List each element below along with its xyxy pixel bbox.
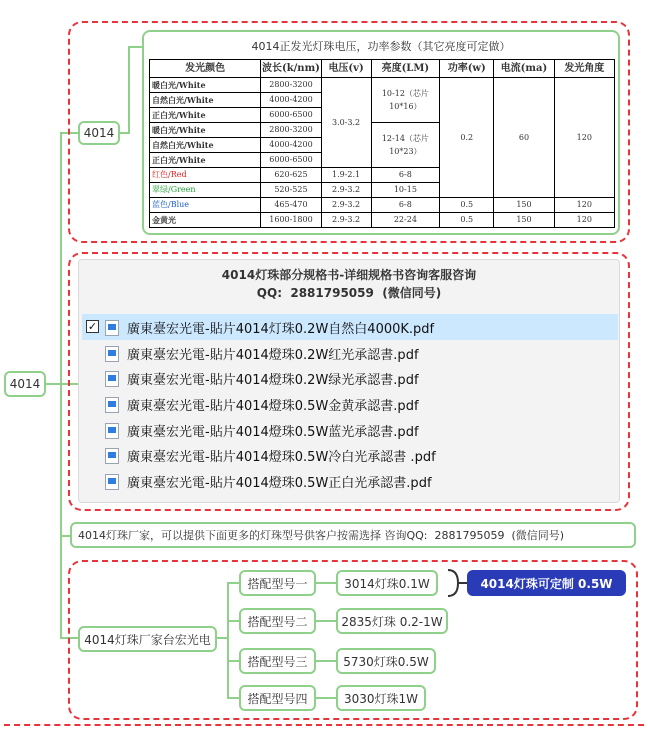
table-row: [150, 78, 615, 93]
col-header: 亮度(LM): [371, 60, 440, 78]
file-item[interactable]: [105, 443, 436, 468]
node-4014-label: 4014: [83, 126, 115, 140]
lm-cell: 22-24: [371, 213, 440, 228]
pair-label: 搭配型号一: [247, 576, 308, 591]
pair-value: 2835灯珠 0.2-1W: [341, 614, 443, 629]
merged-power-cell: 0.2: [440, 78, 494, 198]
col-header: 电流(ma): [494, 60, 554, 78]
wavelength-cell: 520-525: [261, 183, 321, 198]
pair-label-node[interactable]: [239, 648, 316, 674]
pdf-file-icon: [105, 320, 119, 336]
wavelength-cell: 620-625: [261, 168, 321, 183]
pdf-file-icon: [105, 346, 119, 362]
pair-value-node[interactable]: [336, 685, 426, 711]
lm-cell: 10-15: [371, 183, 440, 198]
voltage-cell: 2.9-3.2: [321, 198, 371, 213]
customizable-highlight-text: 4014灯珠可定制 0.5W: [480, 576, 613, 591]
node-4014[interactable]: [78, 121, 120, 145]
file-name: 廣東臺宏光電-貼片4014燈珠0.2W绿光承認書.pdf: [127, 373, 419, 388]
angle-cell: 120: [554, 213, 614, 228]
spec-header-row: [150, 60, 615, 78]
col-header: 功率(w): [440, 60, 494, 78]
file-item[interactable]: [105, 341, 419, 366]
color-cell: 自然白光/White: [150, 93, 261, 108]
pair-label-node[interactable]: [239, 608, 316, 634]
wavelength-cell: 4000-4200: [261, 93, 321, 108]
pdf-file-icon: [105, 448, 119, 464]
file-checkbox[interactable]: ✓: [87, 320, 98, 333]
file-name: 廣東臺宏光電-貼片4014燈珠0.5W冷白光承認書 .pdf: [127, 450, 436, 465]
color-cell: 自然白光/White: [150, 138, 261, 153]
merged-current-cell: 60: [494, 78, 554, 198]
pair-value: 5730灯珠0.5W: [343, 654, 429, 669]
file-name: 廣東臺宏光電-貼片4014燈珠0.2W红光承認書.pdf: [127, 348, 419, 363]
current-cell: 150: [494, 198, 554, 213]
manufacturer-note[interactable]: [70, 522, 636, 548]
col-header: 波长(k/nm): [261, 60, 321, 78]
pair-value: 3014灯珠0.1W: [344, 576, 430, 591]
color-cell: 暖白光/White: [150, 78, 261, 93]
wavelength-cell: 1600-1800: [261, 213, 321, 228]
file-item[interactable]: [105, 469, 432, 494]
file-name: 廣東臺宏光電-貼片4014燈珠0.5W金黄承認書.pdf: [127, 399, 419, 414]
col-header: 电压(v): [321, 60, 371, 78]
color-cell: 正白光/White: [150, 108, 261, 123]
factory-node[interactable]: [78, 626, 217, 652]
current-cell: 150: [494, 213, 554, 228]
voltage-cell: 2.9-3.2: [321, 213, 371, 228]
lm-group2-cell: 12-14（芯片10*23）: [371, 123, 440, 168]
root-node[interactable]: [4, 371, 46, 397]
merged-angle-cell: 120: [554, 78, 614, 198]
spec-files-title: 4014灯珠部分规格书-详细规格书咨询客服咨询: [221, 268, 477, 282]
table-row: [150, 198, 615, 213]
pdf-file-icon: [105, 397, 119, 413]
color-cell: 正白光/White: [150, 153, 261, 168]
wavelength-cell: 465-470: [261, 198, 321, 213]
pdf-file-icon: [105, 371, 119, 387]
file-name: 廣東臺宏光電-貼片4014燈珠0.5W蓝光承認書.pdf: [127, 425, 419, 440]
file-name: 廣東臺宏光電-貼片4014灯珠0.2W自然白4000K.pdf: [127, 322, 435, 337]
pair-value: 3030灯珠1W: [343, 691, 419, 706]
manufacturer-note-text: 4014灯珠厂家，可以提供下面更多的灯珠型号供客户按需选择 咨询QQ: 2881795059 (微信同号): [78, 529, 565, 542]
file-name: 廣東臺宏光電-貼片4014燈珠0.5W正白光承認書.pdf: [127, 476, 432, 491]
pair-value-node[interactable]: [336, 608, 448, 634]
pair-label-node[interactable]: [239, 685, 316, 711]
voltage-cell: 2.9-3.2: [321, 183, 371, 198]
file-item[interactable]: [105, 418, 419, 443]
lm-cell: 6-8: [371, 198, 440, 213]
color-cell: 金黄光: [150, 213, 261, 228]
spec-table: [149, 59, 615, 228]
pair-label-node[interactable]: [239, 570, 316, 596]
lm-group1-cell: 10-12（芯片10*16）: [371, 78, 440, 123]
file-item[interactable]: [105, 392, 419, 417]
table-row: [150, 213, 615, 228]
wavelength-cell: 4000-4200: [261, 138, 321, 153]
main-trunk: [60, 132, 62, 638]
wavelength-cell: 6000-6500: [261, 108, 321, 123]
power-cell: 0.5: [440, 198, 494, 213]
spec-table-title: 4014正发光灯珠电压，功率参数（其它亮度可定做）: [251, 40, 511, 53]
root-label: 4014: [9, 377, 41, 391]
pair-value-node[interactable]: [336, 570, 438, 596]
wavelength-cell: 2800-3200: [261, 78, 321, 93]
lm-cell: 6-8: [371, 168, 440, 183]
color-cell-red: 红色/Red: [150, 168, 261, 183]
file-item[interactable]: [105, 366, 419, 391]
customizable-highlight[interactable]: [467, 570, 626, 596]
bottom-dashed-divider: [4, 724, 644, 726]
power-cell: 0.5: [440, 213, 494, 228]
wavelength-cell: 2800-3200: [261, 123, 321, 138]
pair-value-node[interactable]: [336, 648, 436, 674]
white-voltage-cell: 3.0-3.2: [321, 78, 371, 168]
pair-label: 搭配型号三: [247, 654, 308, 669]
wavelength-cell: 6000-6500: [261, 153, 321, 168]
summary-bracket: [446, 568, 468, 598]
spec-files-qq: QQ: 2881795059 (微信同号): [256, 286, 442, 300]
color-cell: 暖白光/White: [150, 123, 261, 138]
pair-label: 搭配型号四: [247, 691, 308, 706]
spec-table-card: [142, 30, 620, 235]
col-header: 发光角度: [554, 60, 614, 78]
file-item[interactable]: [105, 315, 434, 340]
angle-cell: 120: [554, 198, 614, 213]
voltage-cell: 1.9-2.1: [321, 168, 371, 183]
trunk-to-note: [60, 535, 70, 537]
col-header: 发光颜色: [150, 60, 261, 78]
pdf-file-icon: [105, 474, 119, 490]
color-cell-blue: 蓝色/Blue: [150, 198, 261, 213]
pair-label: 搭配型号二: [247, 614, 308, 629]
pdf-file-icon: [105, 423, 119, 439]
factory-label: 4014灯珠厂家台宏光电: [84, 632, 211, 647]
color-cell-green: 翠绿/Green: [150, 183, 261, 198]
